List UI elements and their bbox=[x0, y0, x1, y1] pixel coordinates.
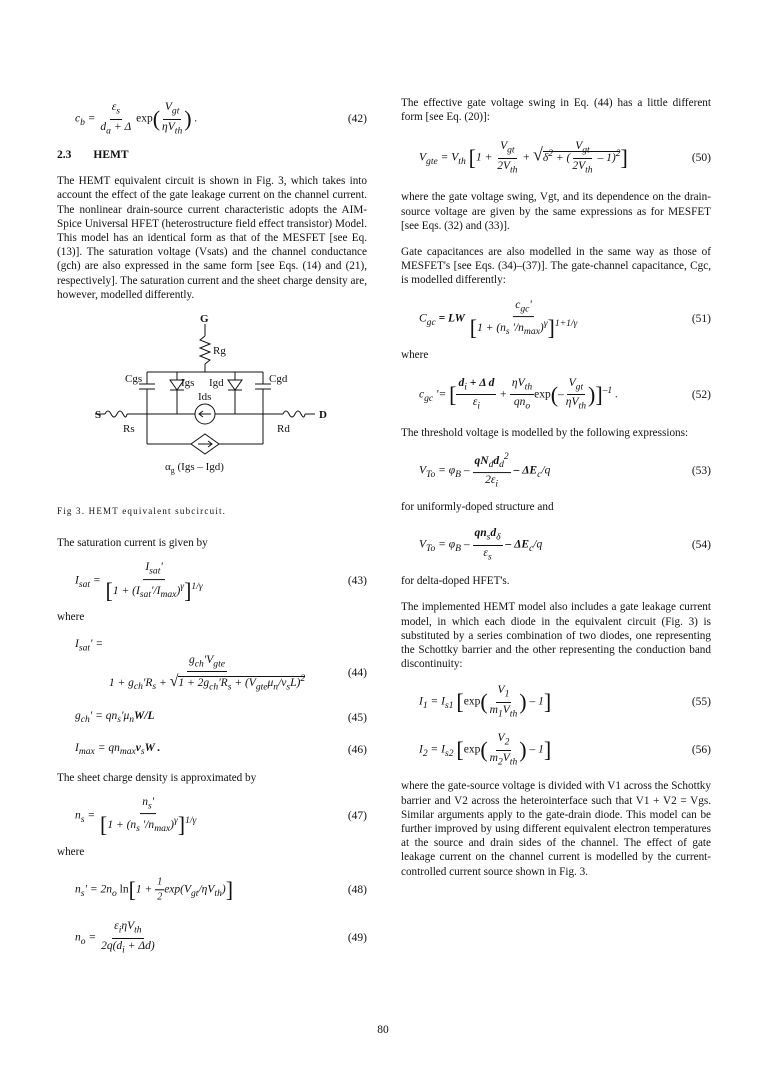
dependent-source-label: $\alpha_g$ (Igs – Igd) bbox=[165, 461, 224, 476]
paragraph: The sheet charge density is approximated by bbox=[57, 771, 257, 784]
ids-label: Ids bbox=[198, 391, 212, 404]
rs-label: Rs bbox=[123, 423, 135, 436]
equation-51: $C_{gc}$ = LW $\frac{c_{gc}'}{[1 + (n_s '/n_{max})^\gamma]^{1+1/\gamma}}$ (51) bbox=[419, 298, 711, 341]
equation-44: $I_{sat}'$ = $\frac{g_{ch}'V_{gte}}{1 + g_{ch}'R_s + √1 + 2g_{ch}'R_s + (V_{gte}\mu_n/v_sL)^2}$ (44) bbox=[75, 637, 367, 693]
gate-label: G bbox=[200, 314, 209, 326]
equation-43: $I_{sat}$ = $\frac{I_{sat}'}{[1 + (I_{sat}'/I_{max})^\gamma]^{1/\gamma}}$ (43) bbox=[75, 561, 367, 604]
equation-42: $c_b$ = $\frac{\varepsilon_s}{d_a + \Delta}$ exp( $\frac{V_{gt}}{\eta V_{th}}$ ) . (42) bbox=[75, 101, 367, 136]
cgd-label: Cgd bbox=[269, 373, 288, 386]
page-number: 80 bbox=[377, 1024, 389, 1036]
paragraph: The implemented HEMT model also includes a gate leakage current model, in which each diode in the equivalent circuit (Fig. 3) is substituted by a series combination of two diodes, one representing the Schottky barrier and the other representing the conduction band discontinuity: bbox=[401, 601, 711, 671]
equation-54: $V_{To} = \varphi_B$ – $\frac{qn_sd_\delta}{\varepsilon_s}$ – $\Delta E_c/q$ (54) bbox=[419, 527, 711, 563]
igs-label: Igs bbox=[181, 377, 195, 390]
equation-48: $n_s' = 2n_o$ ln[1 + $\frac{1}{2}$ $\exp(V_{gt}/\eta V_{th})$] (48) bbox=[75, 876, 367, 903]
paragraph: where bbox=[57, 611, 85, 624]
igd-label: Igd bbox=[209, 377, 224, 390]
rg-label: Rg bbox=[213, 345, 226, 358]
paragraph: where bbox=[57, 845, 85, 858]
section-heading: 2.3 HEMT bbox=[57, 149, 129, 161]
paragraph: where the gate voltage swing, Vgt, and its dependence on the drain-source voltage are given by the same expressions as for MESFET [see Eqs. (32) and (33)]. bbox=[401, 191, 711, 232]
hemt-circuit-figure bbox=[57, 314, 367, 494]
paragraph: for delta-doped HFET's. bbox=[401, 575, 510, 588]
paragraph: where the gate-source voltage is divided with V1 across the Schottky barrier and V2 across the heterointerface such that V1 + V2 = Vgs. Similar arguments apply to the gate-drain diode. This model can be further improved by using different equivalent electron temperatures at the source and drain sides of the channel. The effect of gate leakage current on the channel current is modelled by the current-controlled current source shown in Fig. 3. bbox=[401, 780, 711, 878]
equation-46: $I_{max} = qn_{max}v_sW$ . (46) bbox=[75, 741, 367, 757]
paragraph: for uniformly-doped structure and bbox=[401, 501, 554, 514]
paragraph: The HEMT equivalent circuit is shown in Fig. 3, which takes into account the effect of the gate leakage current on the channel current. The nonlinear drain-source current characteristic adopts the AIM-Spice Universal HFET (heterostructure field effect transistor) Model. This model has an identical form as that of the MESFET [see Eq. (13)]. The saturation voltage (Vsats) and the channel conductance (gch) are also expressed in the same form [see Eqs. (14) and (21), respectively]. The saturation current and the sheet charge density are, however, modelled differently. bbox=[57, 175, 367, 301]
equation-50: $V_{gte} = V_{th}$ [1 + $\frac{V_{gt}}{2V_{th}}$ + $√\delta^2$ + ( $\frac{V_{gt}}{2V_{th}}$ – 1)$^2$] (50) bbox=[419, 140, 711, 176]
equation-47: $n_s$ = $\frac{n_s'}{[1 + (n_s '/n_{max})^\gamma]^{1/\gamma}}$ (47) bbox=[75, 795, 367, 838]
paragraph: The saturation current is given by bbox=[57, 537, 208, 550]
paragraph: Gate capacitances are also modelled in the same way as those of MESFET's [see Eqs. (34)–(37)]. The gate-channel capacitance, Cgc, is modelled differently: bbox=[401, 246, 711, 287]
left-column bbox=[57, 96, 367, 967]
equation-45: $g_{ch}' = qn_s'\mu_nW/L$ (45) bbox=[75, 709, 367, 725]
equation-53: $V_{To} = \varphi_B$ – $\frac{qN_dd_d^2}{2\varepsilon_i}$ – $\Delta E_c/q$ (53) bbox=[419, 451, 711, 490]
paragraph: The threshold voltage is modelled by the following expressions: bbox=[401, 426, 689, 439]
right-column bbox=[401, 96, 711, 891]
equation-49: $n_o$ = $\frac{\varepsilon_i\eta V_{th}}{2q(d_i + \Delta d)}$ (49) bbox=[75, 920, 367, 955]
cgs-label: Cgs bbox=[125, 373, 143, 386]
paragraph: The effective gate voltage swing in Eq. (44) has a little different form [see Eq. (20)]: bbox=[401, 97, 711, 124]
paragraph: where bbox=[401, 348, 429, 361]
figure-caption: Fig 3. HEMT equivalent subcircuit. bbox=[57, 506, 227, 517]
drain-label: D bbox=[319, 409, 327, 422]
circuit-diagram bbox=[57, 314, 367, 494]
source-label: S bbox=[95, 409, 102, 422]
equation-56: $I_2 = I_{s2}$ [exp( $\frac{V_2}{m_2V_{th}}$ ) – 1] (56) bbox=[419, 732, 711, 768]
rd-label: Rd bbox=[277, 423, 290, 436]
equation-52: $c_{gc}$ '= [ $\frac{d_i + \Delta d}{\varepsilon_i}$ + $\frac{\eta V_{th}}{qn_o}$ exp(– $\frac{V_{gt}}{\eta V_{th}}$ )]$^{-1}$ . (52) bbox=[419, 376, 711, 412]
equation-55: $I_1 = I_{s1}$ [exp( $\frac{V_1}{m_1V_{th}}$ ) – 1] (55) bbox=[419, 684, 711, 720]
